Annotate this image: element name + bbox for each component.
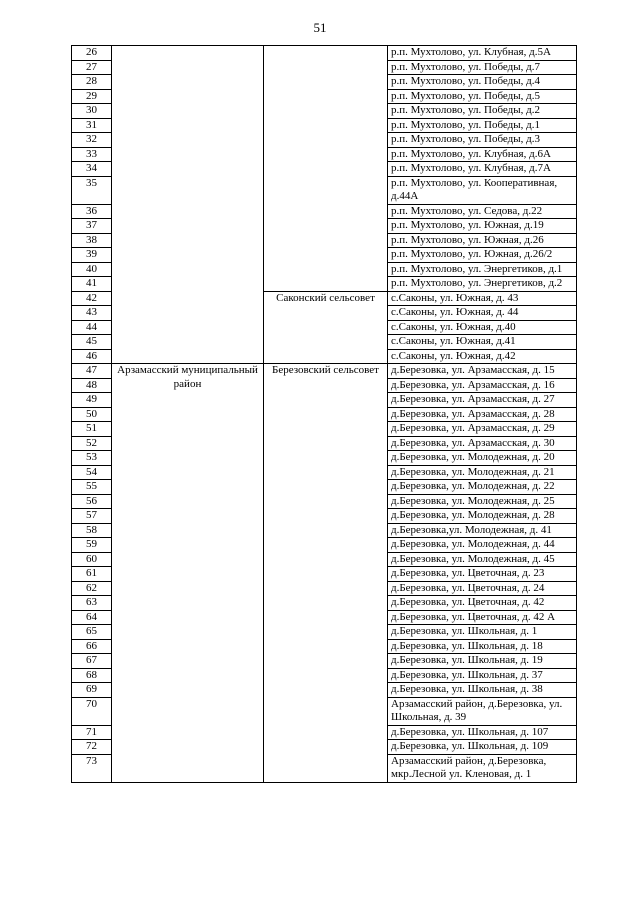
address-table (71, 45, 577, 783)
address-cell: р.п. Мухтолово, ул. Южная, д.26/2 (388, 248, 577, 263)
table-row (72, 46, 577, 61)
address-cell: с.Саконы, ул. Южная, д.42 (388, 349, 577, 364)
row-number: 52 (72, 436, 112, 451)
address-cell: д.Березовка,ул. Молодежная, д. 41 (388, 523, 577, 538)
row-number: 45 (72, 335, 112, 350)
row-number: 42 (72, 291, 112, 306)
address-cell: д.Березовка, ул. Цветочная, д. 42 А (388, 610, 577, 625)
row-number: 62 (72, 581, 112, 596)
row-number: 44 (72, 320, 112, 335)
address-cell: р.п. Мухтолово, ул. Южная, д.26 (388, 233, 577, 248)
row-number: 41 (72, 277, 112, 292)
address-cell: д.Березовка, ул. Молодежная, д. 22 (388, 480, 577, 495)
address-cell: д.Березовка, ул. Молодежная, д. 21 (388, 465, 577, 480)
table-row (72, 364, 577, 379)
row-number: 40 (72, 262, 112, 277)
row-number: 63 (72, 596, 112, 611)
row-number: 70 (72, 697, 112, 725)
address-cell: р.п. Мухтолово, ул. Победы, д.5 (388, 89, 577, 104)
row-number: 69 (72, 683, 112, 698)
address-cell: д.Березовка, ул. Школьная, д. 1 (388, 625, 577, 640)
address-cell: р.п. Мухтолово, ул. Победы, д.3 (388, 133, 577, 148)
address-cell: р.п. Мухтолово, ул. Победы, д.4 (388, 75, 577, 90)
address-cell: д.Березовка, ул. Арзамасская, д. 28 (388, 407, 577, 422)
row-number: 71 (72, 725, 112, 740)
row-number: 68 (72, 668, 112, 683)
address-cell: д.Березовка, ул. Арзамасская, д. 27 (388, 393, 577, 408)
row-number: 50 (72, 407, 112, 422)
address-cell: д.Березовка, ул. Молодежная, д. 25 (388, 494, 577, 509)
address-cell: д.Березовка, ул. Арзамасская, д. 30 (388, 436, 577, 451)
row-number: 53 (72, 451, 112, 466)
address-cell: р.п. Мухтолово, ул. Кооперативная, д.44А (388, 176, 577, 204)
row-number: 67 (72, 654, 112, 669)
address-cell: д.Березовка, ул. Молодежная, д. 45 (388, 552, 577, 567)
row-number: 51 (72, 422, 112, 437)
row-number: 31 (72, 118, 112, 133)
council-cell: Саконский сельсовет (264, 291, 388, 364)
row-number: 65 (72, 625, 112, 640)
address-cell: Арзамасский район, д.Березовка, ул. Школьная, д. 39 (388, 697, 577, 725)
address-cell: д.Березовка, ул. Цветочная, д. 23 (388, 567, 577, 582)
address-cell: д.Березовка, ул. Школьная, д. 19 (388, 654, 577, 669)
address-cell: с.Саконы, ул. Южная, д.40 (388, 320, 577, 335)
row-number: 38 (72, 233, 112, 248)
row-number: 49 (72, 393, 112, 408)
row-number: 61 (72, 567, 112, 582)
address-cell: д.Березовка, ул. Арзамасская, д. 16 (388, 378, 577, 393)
row-number: 47 (72, 364, 112, 379)
row-number: 43 (72, 306, 112, 321)
row-number: 33 (72, 147, 112, 162)
address-cell: р.п. Мухтолово, ул. Клубная, д.6А (388, 147, 577, 162)
council-cell: Березовский сельсовет (264, 364, 388, 783)
row-number: 26 (72, 46, 112, 61)
row-number: 58 (72, 523, 112, 538)
council-cell (264, 46, 388, 292)
address-cell: с.Саконы, ул. Южная, д. 44 (388, 306, 577, 321)
address-cell: р.п. Мухтолово, ул. Клубная, д.5А (388, 46, 577, 61)
address-cell: с.Саконы, ул. Южная, д. 43 (388, 291, 577, 306)
address-cell: р.п. Мухтолово, ул. Победы, д.7 (388, 60, 577, 75)
row-number: 28 (72, 75, 112, 90)
address-cell: Арзамасский район, д.Березовка, мкр.Лесной ул. Кленовая, д. 1 (388, 754, 577, 782)
row-number: 39 (72, 248, 112, 263)
page-number: 51 (313, 20, 327, 35)
address-cell: д.Березовка, ул. Цветочная, д. 42 (388, 596, 577, 611)
row-number: 37 (72, 219, 112, 234)
row-number: 36 (72, 204, 112, 219)
address-cell: д.Березовка, ул. Арзамасская, д. 15 (388, 364, 577, 379)
address-table-body (72, 46, 577, 783)
row-number: 72 (72, 740, 112, 755)
address-cell: р.п. Мухтолово, ул. Победы, д.1 (388, 118, 577, 133)
address-cell: д.Березовка, ул. Школьная, д. 38 (388, 683, 577, 698)
address-cell: д.Березовка, ул. Молодежная, д. 20 (388, 451, 577, 466)
row-number: 48 (72, 378, 112, 393)
address-cell: д.Березовка, ул. Школьная, д. 107 (388, 725, 577, 740)
address-cell: р.п. Мухтолово, ул. Энергетиков, д.2 (388, 277, 577, 292)
row-number: 30 (72, 104, 112, 119)
row-number: 46 (72, 349, 112, 364)
row-number: 27 (72, 60, 112, 75)
district-cell: Арзамасский муниципальный район (112, 364, 264, 783)
address-cell: д.Березовка, ул. Школьная, д. 37 (388, 668, 577, 683)
row-number: 32 (72, 133, 112, 148)
row-number: 34 (72, 162, 112, 177)
address-cell: д.Березовка, ул. Школьная, д. 18 (388, 639, 577, 654)
row-number: 54 (72, 465, 112, 480)
row-number: 73 (72, 754, 112, 782)
address-cell: д.Березовка, ул. Школьная, д. 109 (388, 740, 577, 755)
address-cell: р.п. Мухтолово, ул. Клубная, д.7А (388, 162, 577, 177)
row-number: 60 (72, 552, 112, 567)
row-number: 29 (72, 89, 112, 104)
address-cell: д.Березовка, ул. Арзамасская, д. 29 (388, 422, 577, 437)
address-cell: с.Саконы, ул. Южная, д.41 (388, 335, 577, 350)
row-number: 55 (72, 480, 112, 495)
address-cell: р.п. Мухтолово, ул. Южная, д.19 (388, 219, 577, 234)
row-number: 35 (72, 176, 112, 204)
address-cell: р.п. Мухтолово, ул. Седова, д.22 (388, 204, 577, 219)
row-number: 56 (72, 494, 112, 509)
row-number: 64 (72, 610, 112, 625)
row-number: 66 (72, 639, 112, 654)
address-cell: р.п. Мухтолово, ул. Энергетиков, д.1 (388, 262, 577, 277)
row-number: 59 (72, 538, 112, 553)
address-cell: д.Березовка, ул. Молодежная, д. 44 (388, 538, 577, 553)
address-cell: р.п. Мухтолово, ул. Победы, д.2 (388, 104, 577, 119)
row-number: 57 (72, 509, 112, 524)
address-cell: д.Березовка, ул. Цветочная, д. 24 (388, 581, 577, 596)
district-cell (112, 46, 264, 364)
address-cell: д.Березовка, ул. Молодежная, д. 28 (388, 509, 577, 524)
